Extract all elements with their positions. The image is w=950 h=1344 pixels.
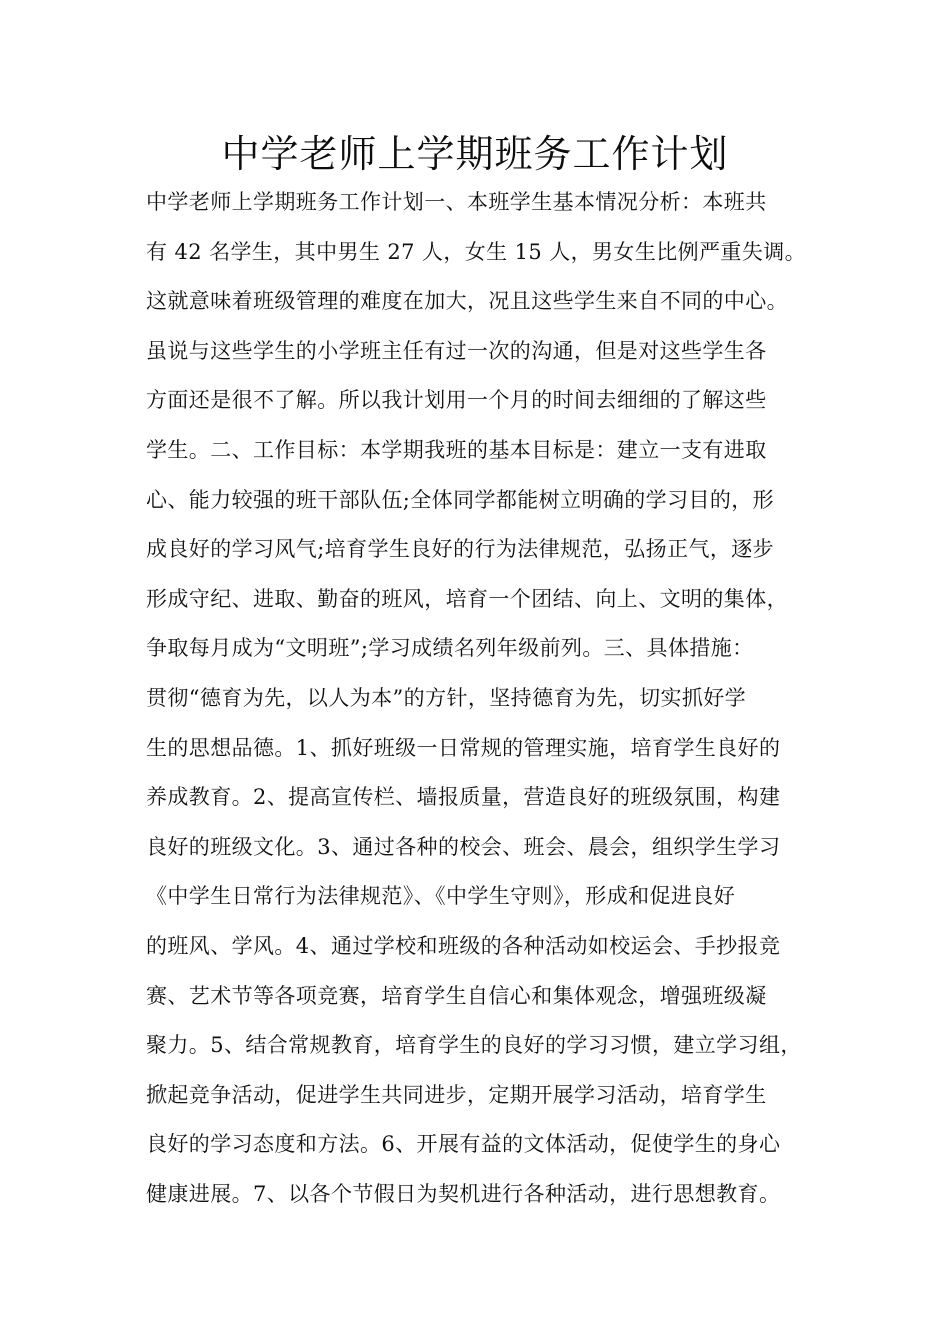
- body-line: 良好的学习态度和方法。6、开展有益的文体活动，促使学生的身心: [146, 1132, 781, 1157]
- body-line: 健康进展。7、以各个节假日为契机进行各种活动，进行思想教育。: [146, 1181, 781, 1206]
- body-line: 争取每月成为“文明班”;学习成绩名列年级前列。三、具体措施：: [146, 636, 754, 661]
- body-line: 有 42 名学生，其中男生 27 人，女生 15 人，男女生比例严重失调。: [146, 239, 807, 264]
- body-line: 贯彻“德育为先，以人为本”的方针，坚持德育为先，切实抓好学: [146, 685, 747, 710]
- body-line: 生的思想品德。1、抓好班级一日常规的管理实施，培育学生良好的: [146, 735, 781, 760]
- body-line: 养成教育。2、提高宣传栏、墙报质量，营造良好的班级氛围，构建: [146, 785, 781, 810]
- body-line: 中学老师上学期班务工作计划一、本班学生基本情况分析：本班共: [146, 190, 767, 214]
- body-line: 良好的班级文化。3、通过各种的校会、班会、晨会，组织学生学习: [146, 834, 781, 859]
- body-line: 形成守纪、进取、勤奋的班风，培育一个团结、向上、文明的集体，: [146, 586, 788, 611]
- body-line: 成良好的学习风气;培育学生良好的行为法律规范，弘扬正气，逐步: [146, 537, 775, 562]
- body-line: 掀起竞争活动，促进学生共同进步，定期开展学习活动，培育学生: [146, 1082, 767, 1107]
- body-line: 《中学生日常行为法律规范》、《中学生守则》，形成和促进良好: [146, 884, 736, 909]
- document-body: [146, 178, 826, 1219]
- body-line: 学生。二、工作目标：本学期我班的基本目标是：建立一支有进取: [146, 437, 767, 462]
- body-line: 聚力。5、结合常规教育，培育学生的良好的学习习惯，建立学习组，: [146, 1033, 802, 1058]
- body-line: 方面还是很不了解。所以我计划用一个月的时间去细细的了解这些: [146, 388, 767, 413]
- body-line: 心、能力较强的班干部队伍;全体同学都能树立明确的学习目的，形: [146, 487, 775, 512]
- body-line: 赛、艺术节等各项竞赛，培育学生自信心和集体观念，增强班级凝: [146, 983, 767, 1008]
- body-line: 的班风、学风。4、通过学校和班级的各种活动如校运会、手抄报竞: [146, 933, 781, 958]
- body-line: 这就意味着班级管理的难度在加大，况且这些学生来自不同的中心。: [146, 289, 788, 314]
- document-title: 中学老师上学期班务工作计划: [221, 132, 729, 176]
- body-line: 虽说与这些学生的小学班主任有过一次的沟通，但是对这些学生各: [146, 338, 767, 363]
